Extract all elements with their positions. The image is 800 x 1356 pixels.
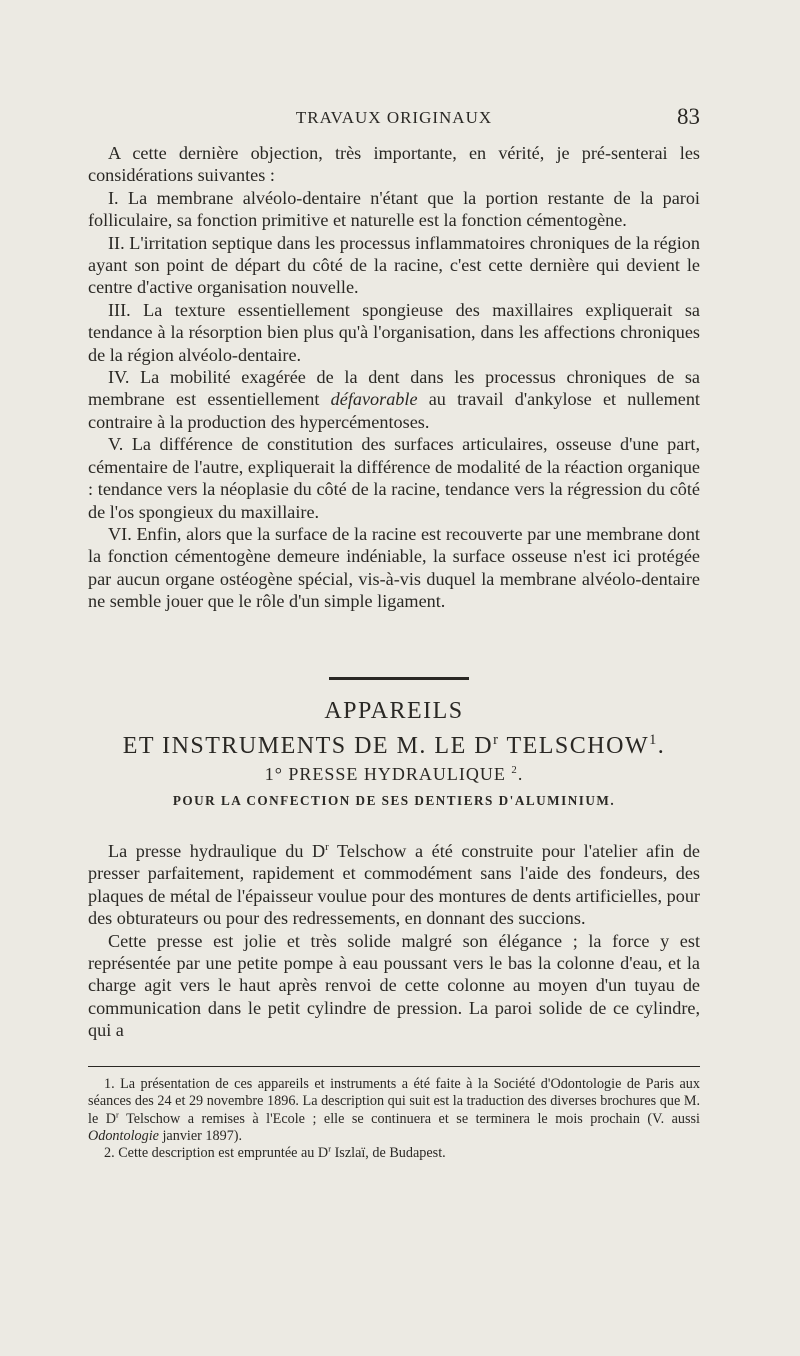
superscript: r <box>328 1143 332 1154</box>
superscript: r <box>325 840 329 853</box>
text-run: TELSCHOW <box>499 733 650 759</box>
running-title: TRAVAUX ORIGINAUX <box>295 108 493 127</box>
superscript: r <box>493 732 500 748</box>
section-title-line1: APPAREILS <box>324 698 464 724</box>
text-run: . <box>517 764 524 784</box>
text-run: Telschow a été construite pour l'atelier afin de presser parfaitement, rapidement et commodément sans l'aide des fondeurs, des plaques de métal de l'épaisseur voulue pour des montures de dents artificielles, pour des obturateurs ou pour des redressements, en donnant des succions. <box>88 841 700 929</box>
footnote-2 <box>88 1145 700 1162</box>
footnotes <box>88 1076 700 1162</box>
paragraph: V. La différence de constitution des surfaces articulaires, osseuse d'une part, cémentaire de l'autre, expliquerait la différence de modalité de la réaction organique : tendance vers la néoplasie du côté de la racine, tendance vers la régression du côté de l'os spongieux du maxillaire. <box>88 434 700 522</box>
section-divider <box>329 677 469 680</box>
emphasis: défavorable <box>330 389 418 410</box>
text-run: ET INSTRUMENTS DE M. LE D <box>122 733 494 759</box>
paragraph: III. La texture essentiellement spongieuse des maxillaires expliquerait sa tendance à la résorption bien plus qu'à l'organisation, dans les affections chroniques de la région alvéolo-dentaire. <box>88 299 700 365</box>
paragraph: I. La membrane alvéolo-dentaire n'étant que la portion restante de la paroi folliculaire, sa fonction primitive et naturelle est la fonction cémentogène. <box>88 187 700 231</box>
text-run: Telschow a remises à l'Ecole ; elle se continuera et se terminera le mois prochain (V. aussi <box>118 1110 700 1127</box>
text-run: . <box>657 733 666 759</box>
footnote-ref: 2 <box>511 764 518 776</box>
paragraph <box>88 840 700 930</box>
section-caption: POUR LA CONFECTION DE SES DENTIERS D'ALUMINIUM. <box>172 793 616 808</box>
paragraph-iv <box>88 366 700 433</box>
article-body <box>88 142 700 613</box>
text-run: IV. La mobilité exagérée de la dent dans les processus chroniques de sa membrane est essentiellement <box>88 367 700 410</box>
text-run: 2. Cette description est empruntée au D <box>104 1145 329 1162</box>
paragraph: A cette dernière objection, très importante, en vérité, je pré-senterai les considérations suivantes : <box>88 143 700 186</box>
footnote-divider <box>88 1066 700 1067</box>
text-run: 1° PRESSE HYDRAULIQUE <box>264 764 506 784</box>
footnote-1 <box>88 1076 700 1145</box>
running-head <box>88 104 700 134</box>
text-run: Iszlaï, de Budapest. <box>331 1145 446 1162</box>
section-title-line2 <box>88 733 700 760</box>
section-body <box>88 840 700 1042</box>
paragraph: VI. Enfin, alors que la surface de la racine est recouverte par une membrane dont la fonction cémentogène demeure indéniable, la surface osseuse n'est ici protégée par aucun organe ostéogène spécial, vis-à-vis duquel la membrane alvéolo-dentaire ne semble jouer que le rôle d'un simple ligament. <box>88 523 700 612</box>
text-run: La presse hydraulique du D <box>108 841 326 861</box>
section-subtitle <box>88 764 700 785</box>
text-run: janvier 1897). <box>158 1127 243 1144</box>
paragraph: II. L'irritation septique dans les processus inflammatoires chroniques de la région ayant son point de départ du côté de la racine, c'est cette dernière qui devient le centre d'active organisation nouvelle. <box>88 232 700 298</box>
text-run: 1. La présentation de ces appareils et instruments a été faite à la Société d'Odontologie de Paris aux séances des 24 et 29 novembre 1896. La description qui suit est la traduction des diverses brochures que M. le D <box>88 1076 700 1127</box>
text-run: au travail d'ankylose et nullement contraire à la production des hypercémentoses. <box>88 389 700 432</box>
page-number: 83 <box>677 104 700 129</box>
emphasis: Odontologie <box>88 1127 159 1144</box>
footnote-ref: 1 <box>649 732 658 748</box>
paragraph: Cette presse est jolie et très solide malgré son élégance ; la force y est représentée par une petite pompe à eau poussant vers le bas la colonne d'eau, et la charge agit vers le haut après renvoi de cette colonne au moyen d'un tuyau de communication dans le petit cylindre de pression. La paroi solide de ce cylindre, qui a <box>88 930 700 1041</box>
superscript: r <box>115 1108 119 1119</box>
